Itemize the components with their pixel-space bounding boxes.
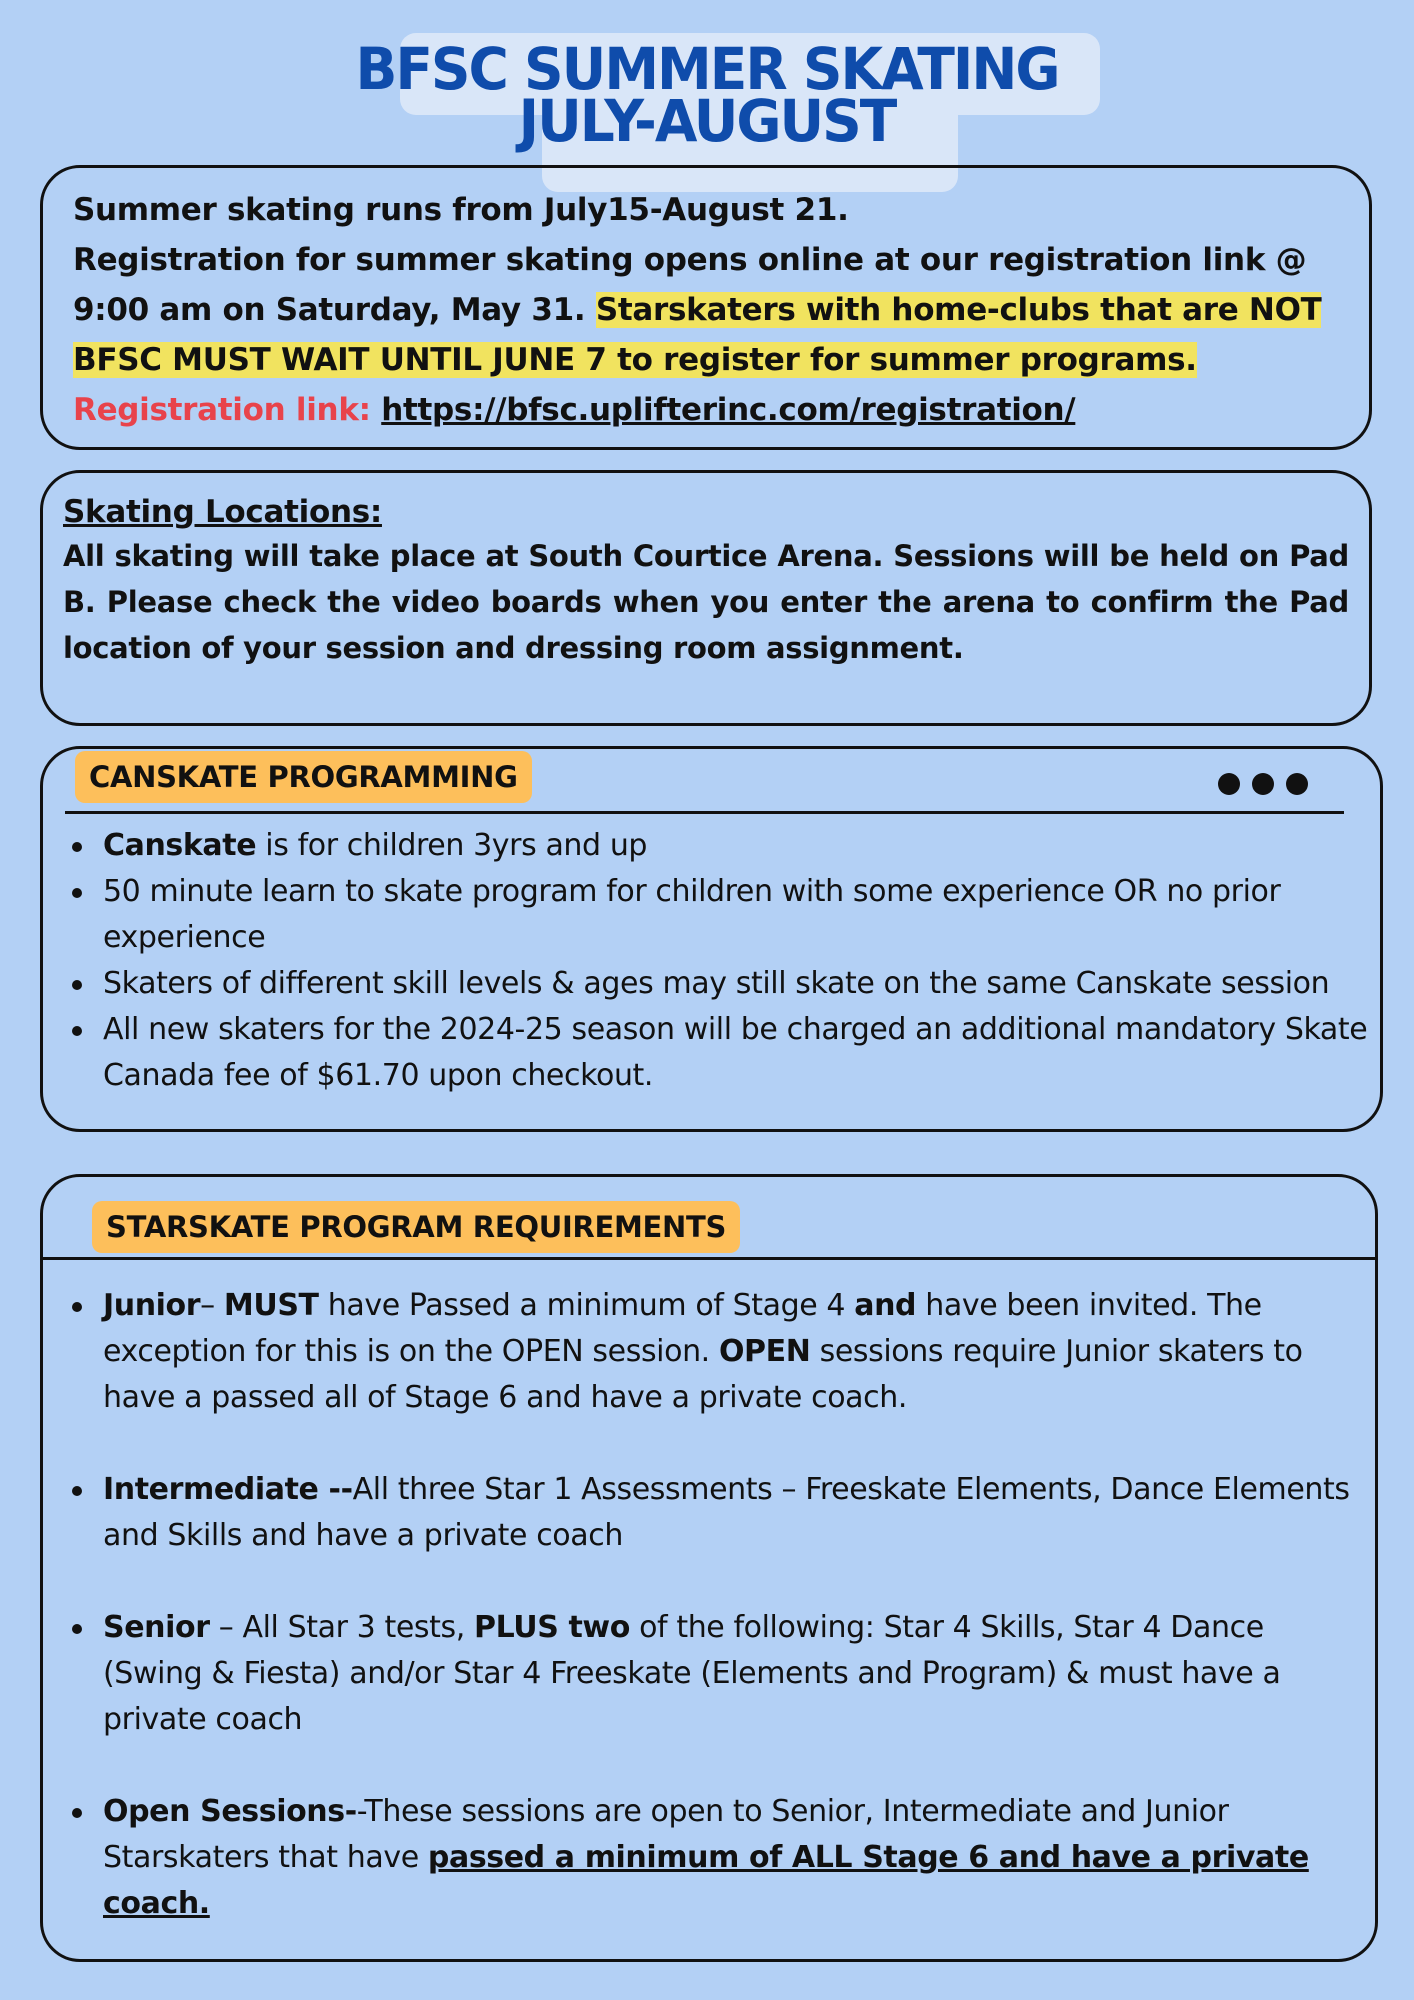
registration-link-label: Registration link:	[73, 392, 371, 428]
canskate-badge: CANSKATE PROGRAMMING	[75, 751, 532, 803]
page-title: BFSC SUMMER SKATING	[355, 35, 1059, 103]
season-dates: Summer skating runs from July15-August 21.	[73, 192, 849, 228]
locations-text: All skating will take place at South Courtice Arena. Sessions will be held on Pad B. Please check the video boards when you enter the arena to confirm the Pad location of your session and dressing room assignment.	[63, 539, 1349, 665]
starskate-list	[65, 1283, 1365, 1927]
starskate-badge: STARSKATE PROGRAM REQUIREMENTS	[92, 1201, 740, 1253]
dot-icon	[1218, 773, 1240, 795]
divider	[43, 1257, 1375, 1260]
starskate-box	[40, 1174, 1378, 1962]
list-item: Canskate is for children 3yrs and up	[65, 823, 1385, 869]
list-item-intermediate: Intermediate --All three Star 1 Assessments – Freeskate Elements, Dance Elements and Skills and have a private coach	[65, 1467, 1365, 1559]
canskate-list	[65, 823, 1385, 1099]
locations-heading: Skating Locations:	[63, 494, 382, 530]
list-item: All new skaters for the 2024-25 season will be charged an additional mandatory Skate Canada fee of $61.70 upon checkout.	[65, 1007, 1385, 1099]
dot-icon	[1286, 773, 1308, 795]
canskate-box	[40, 746, 1383, 1132]
registration-box	[40, 165, 1372, 450]
list-item: 50 minute learn to skate program for children with some experience OR no prior experience	[65, 869, 1385, 961]
locations-box	[40, 470, 1372, 726]
list-item-open-sessions: Open Sessions--These sessions are open to Senior, Intermediate and Junior Starskaters that have passed a minimum of ALL Stage 6 and have a private coach.	[65, 1789, 1365, 1927]
list-item: Skaters of different skill levels & ages may still skate on the same Canskate session	[65, 961, 1385, 1007]
more-dots-icon	[1218, 773, 1308, 795]
page-subtitle: JULY-AUGUST	[518, 87, 896, 155]
list-item-senior: Senior – All Star 3 tests, PLUS two of the following: Star 4 Skills, Star 4 Dance (Swing & Fiesta) and/or Star 4 Freeskate (Elements and Program) & must have a private coach	[65, 1605, 1365, 1743]
title-banner	[0, 30, 1414, 165]
registration-link[interactable]: https://bfsc.uplifterinc.com/registration/	[381, 392, 1076, 428]
registration-opening: Registration for summer skating opens online at our registration link @ 9:00 am on Saturday, May 31.	[73, 242, 1307, 328]
list-item-junior: Junior– MUST have Passed a minimum of Stage 4 and have been invited. The exception for this is on the OPEN session. OPEN sessions require Junior skaters to have a passed all of Stage 6 and have a private coach.	[65, 1283, 1365, 1421]
dot-icon	[1252, 773, 1274, 795]
divider	[65, 811, 1344, 814]
registration-text	[73, 185, 1343, 435]
starskater-notice: Starskaters with home-clubs that are NOT BFSC MUST WAIT UNTIL JUNE 7 to register for summer programs.	[73, 292, 1322, 378]
